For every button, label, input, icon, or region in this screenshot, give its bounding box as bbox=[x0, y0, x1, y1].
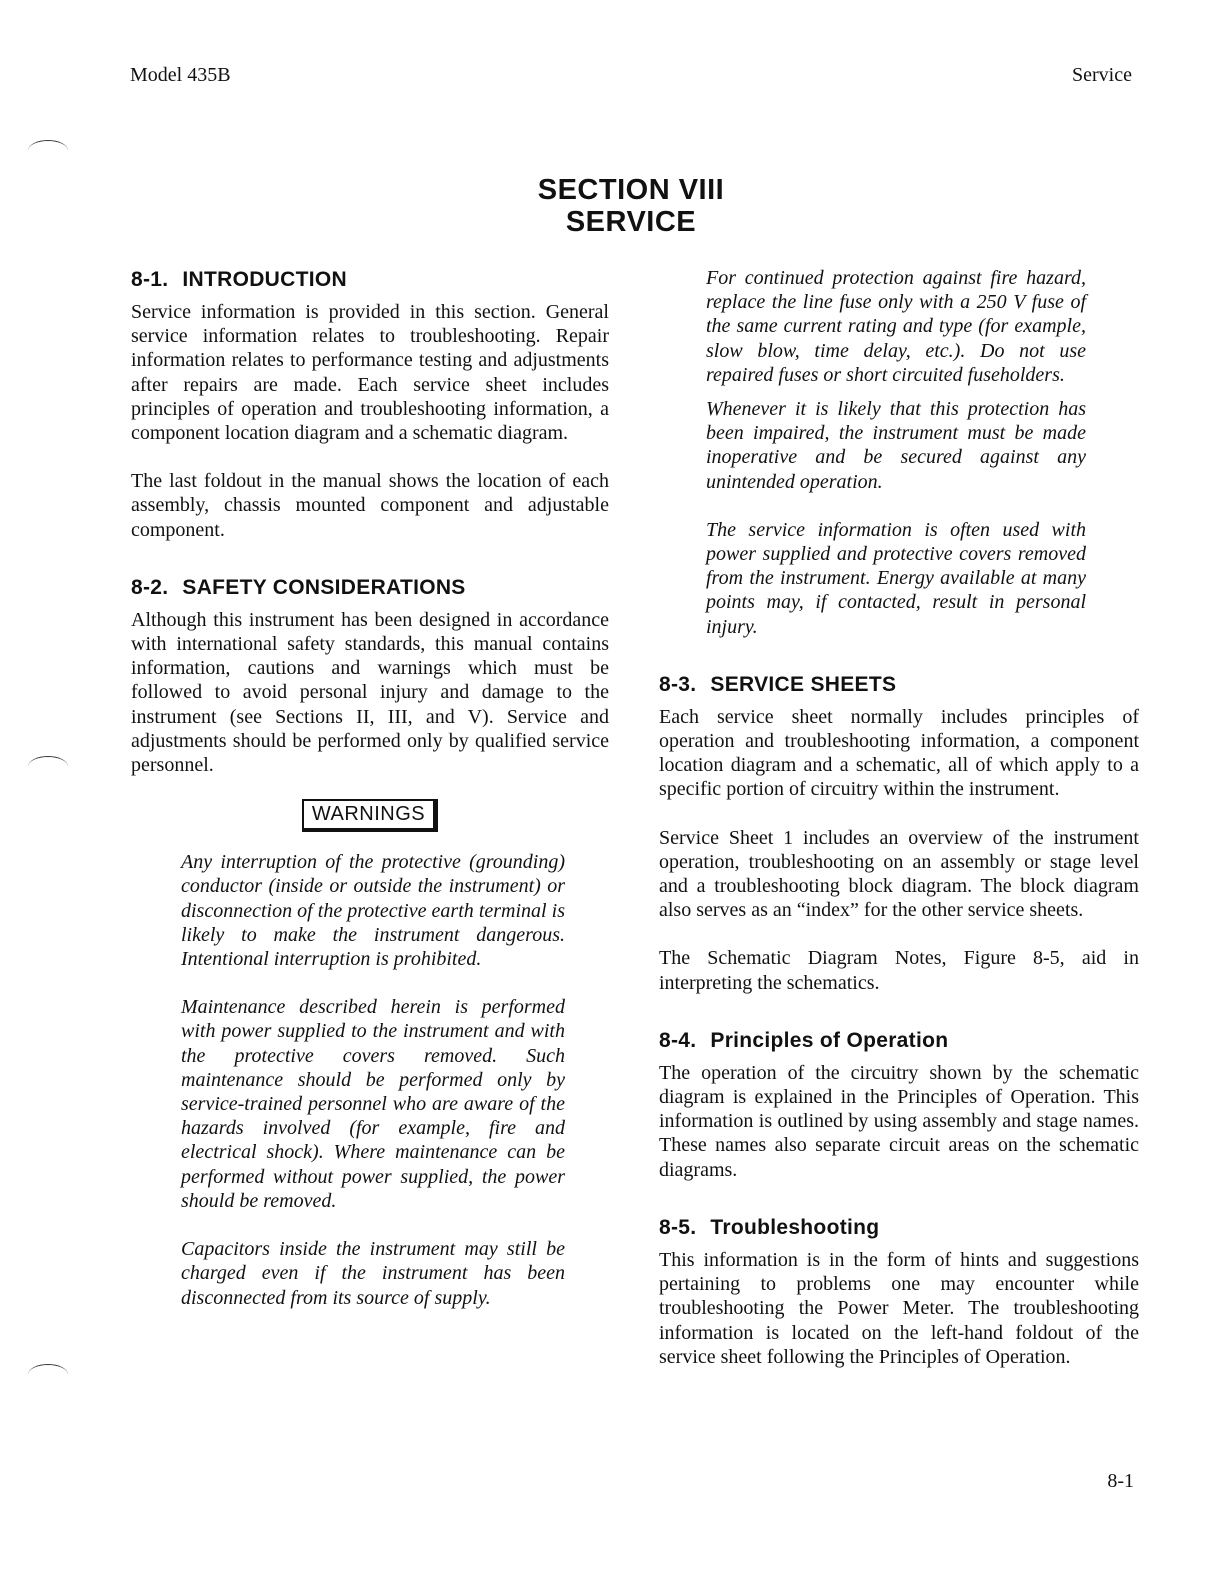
warnings-label: WARNINGS bbox=[302, 799, 438, 832]
header-section-name: Service bbox=[1072, 64, 1132, 86]
left-column bbox=[131, 268, 609, 1310]
section-number: 8-4. bbox=[659, 1028, 697, 1052]
margin-mark bbox=[28, 1364, 68, 1385]
page-number: 8-1 bbox=[1107, 1470, 1134, 1492]
intro-paragraph-1: Service information is provided in this section. General service information relates to troubleshooting. Repair information relates to performance testing and adjustments after repairs are made. Each service sheet includes principles of operation and troubleshooting information, a component location diagram and a schematic diagram. bbox=[131, 301, 609, 445]
section-number: 8-1. bbox=[131, 268, 169, 291]
safety-paragraph: Although this instrument has been designed in accordance with international safety standards, this manual contains information, cautions and warnings which must be followed to avoid personal injury and damage to the instrument (see Sections II, III, and V). Service and adjustments should be performed only by qualified service personnel. bbox=[131, 608, 609, 777]
heading-8-2 bbox=[131, 576, 609, 600]
section-heading: INTRODUCTION bbox=[182, 268, 347, 291]
troubleshooting-paragraph: This information is in the form of hints and suggestions pertaining to problems one may encounter while troubleshooting the Power Meter. The troubleshooting information is located on the left-hand foldout of the service sheet following the Principles of Operation. bbox=[659, 1248, 1139, 1368]
warning-text-3: Capacitors inside the instrument may still be charged even if the instrument has been disconnected from its source of supply. bbox=[181, 1238, 565, 1309]
section-number: 8-2. bbox=[131, 575, 169, 599]
warning-text-4: For continued protection against fire hazard, replace the line fuse only with a 250 V fuse of the same current rating and type (for example, slow blow, time delay, etc.). Do not use repaired fuses or short circuited fuseholders. bbox=[706, 267, 1086, 386]
principles-paragraph: The operation of the circuitry shown by the schematic diagram is explained in the Principles of Operation. This information is outlined by using assembly and stage names. These names also separate circuit areas on the schematic diagrams. bbox=[659, 1061, 1139, 1181]
header-model: Model 435B bbox=[130, 64, 231, 86]
warning-text-6: The service information is often used with power supplied and protective covers removed from the instrument. Energy available at many points may, if contacted, result in personal injury. bbox=[706, 518, 1086, 638]
heading-8-5 bbox=[659, 1216, 1139, 1240]
margin-mark bbox=[28, 756, 68, 777]
warning-text-5: Whenever it is likely that this protection has been impaired, the instrument must be made inoperative and be secured against any unintended operation. bbox=[706, 398, 1086, 493]
page-title bbox=[0, 174, 1224, 238]
section-heading: Principles of Operation bbox=[710, 1028, 949, 1052]
section-heading: Troubleshooting bbox=[710, 1215, 880, 1239]
warning-text-1: Any interruption of the protective (grounding) conductor (inside or outside the instrument) or disconnection of the protective earth terminal is likely to make the instrument dangerous. Intentional interruption is prohibited. bbox=[181, 851, 565, 971]
heading-8-4 bbox=[659, 1029, 1139, 1053]
section-heading: SERVICE SHEETS bbox=[710, 672, 897, 696]
service-sheets-paragraph-2: Service Sheet 1 includes an overview of the instrument operation, troubleshooting on an assembly or stage level and a troubleshooting block diagram. The block diagram also serves as an “index” for the other service sheets. bbox=[659, 826, 1139, 922]
section-number: 8-5. bbox=[659, 1215, 697, 1239]
warning-text-2: Maintenance described herein is performed with power supplied to the instrument and with the protective covers removed. Such maintenance should be performed only by service-trained personnel who are aware of the hazards involved (for example, fire and electrical shock). Where maintenance can be performed without power supplied, the power should be removed. bbox=[181, 996, 565, 1212]
title-line-2: SERVICE bbox=[565, 206, 697, 238]
section-heading: SAFETY CONSIDERATIONS bbox=[182, 575, 466, 599]
service-sheets-paragraph-1: Each service sheet normally includes principles of operation and troubleshooting information, a component location diagram and a schematic, all of which apply to a specific portion of circuitry within the instrument. bbox=[659, 705, 1139, 801]
intro-paragraph-2: The last foldout in the manual shows the location of each assembly, chassis mounted component and adjustable component. bbox=[131, 470, 609, 541]
title-line-1: SECTION VIII bbox=[537, 174, 725, 206]
heading-8-1 bbox=[131, 268, 609, 292]
right-column bbox=[659, 266, 1139, 1369]
heading-8-3 bbox=[659, 673, 1139, 697]
service-sheets-paragraph-3: The Schematic Diagram Notes, Figure 8-5, aid in interpreting the schematics. bbox=[659, 947, 1139, 994]
section-number: 8-3. bbox=[659, 672, 697, 696]
margin-mark bbox=[28, 140, 68, 161]
